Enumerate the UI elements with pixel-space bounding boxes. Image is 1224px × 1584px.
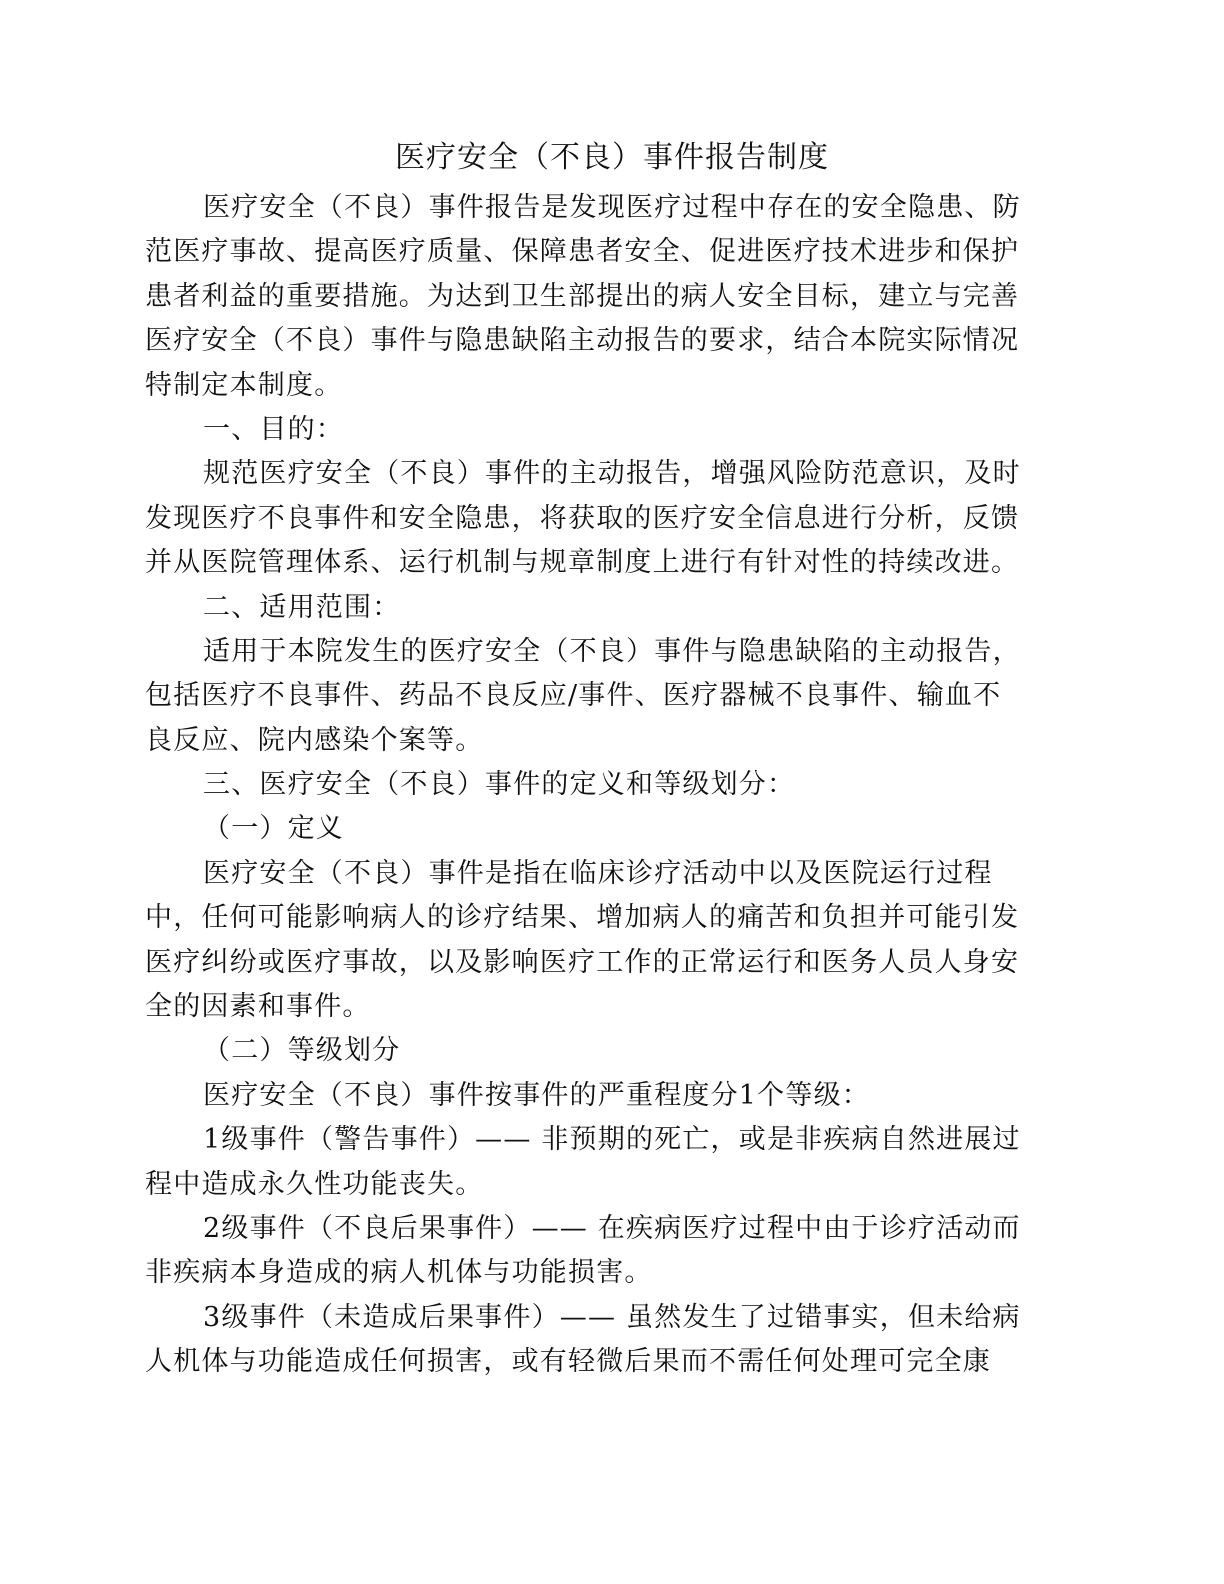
paragraph-line: 全的因素和事件。 (145, 991, 371, 1023)
paragraph-line: 医疗纠纷或医疗事故，以及影响医疗工作的正常运行和医务人员人身安 (145, 946, 1020, 978)
paragraph-line: 3级事件（未造成后果事件）—— 虽然发生了过错事实，但未给病 (203, 1301, 1021, 1333)
paragraph-line: 医疗安全（不良）事件按事件的严重程度分1个等级： (203, 1079, 870, 1111)
paragraph-line: 特制定本制度。 (145, 369, 343, 401)
paragraph-line: 包括医疗不良事件、药品不良反应/事件、医疗器械不良事件、输血不 (145, 680, 1002, 712)
paragraph-line: 二、适用范围： (203, 591, 401, 623)
paragraph-line: 三、医疗安全（不良）事件的定义和等级划分： (203, 769, 796, 801)
paragraph-line: 2级事件（不良后果事件）—— 在疾病医疗过程中由于诊疗活动而 (203, 1212, 1021, 1244)
paragraph-line: 医疗安全（不良）事件与隐患缺陷主动报告的要求，结合本院实际情况 (145, 325, 1020, 357)
paragraph-line: 医疗安全（不良）事件是指在临床诊疗活动中以及医院运行过程 (203, 857, 993, 889)
paragraph-line: 医疗安全（不良）事件报告是发现医疗过程中存在的安全隐患、防 (203, 192, 1021, 223)
paragraph-line: 非疾病本身造成的病人机体与功能损害。 (145, 1257, 653, 1289)
paragraph-line: 规范医疗安全（不良）事件的主动报告，增强风险防范意识，及时 (203, 458, 1021, 490)
paragraph-line: 适用于本院发生的医疗安全（不良）事件与隐患缺陷的主动报告， (203, 635, 1021, 667)
paragraph-line: 范医疗事故、提高医疗质量、保障患者安全、促进医疗技术进步和保护 (145, 236, 1020, 268)
paragraph-line: 并从医院管理体系、运行机制与规章制度上进行有针对性的持续改进。 (145, 547, 1020, 579)
paragraph-line: （一）定义 (203, 813, 344, 845)
paragraph-line: 良反应、院内感染个案等。 (145, 724, 484, 756)
paragraph-line: 人机体与功能造成任何损害，或有轻微后果而不需任何处理可完全康 (145, 1346, 991, 1378)
paragraph-line: （二）等级划分 (203, 1035, 401, 1067)
paragraph-line: 患者利益的重要措施。为达到卫生部提出的病人安全目标，建立与完善 (145, 280, 1020, 312)
paragraph-line: 1级事件（警告事件）—— 非预期的死亡，或是非疾病自然进展过 (203, 1124, 1021, 1156)
document-body (145, 186, 1085, 1385)
paragraph-line: 程中造成永久性功能丧失。 (145, 1168, 484, 1200)
paragraph-line: 一、目的： (203, 413, 344, 445)
paragraph-line: 中，任何可能影响病人的诊疗结果、增加病人的痛苦和负担并可能引发 (145, 902, 1020, 934)
paragraph-line: 发现医疗不良事件和安全隐患，将获取的医疗安全信息进行分析，反馈 (145, 502, 1020, 534)
document-title: 医疗安全（不良）事件报告制度 (395, 140, 829, 175)
